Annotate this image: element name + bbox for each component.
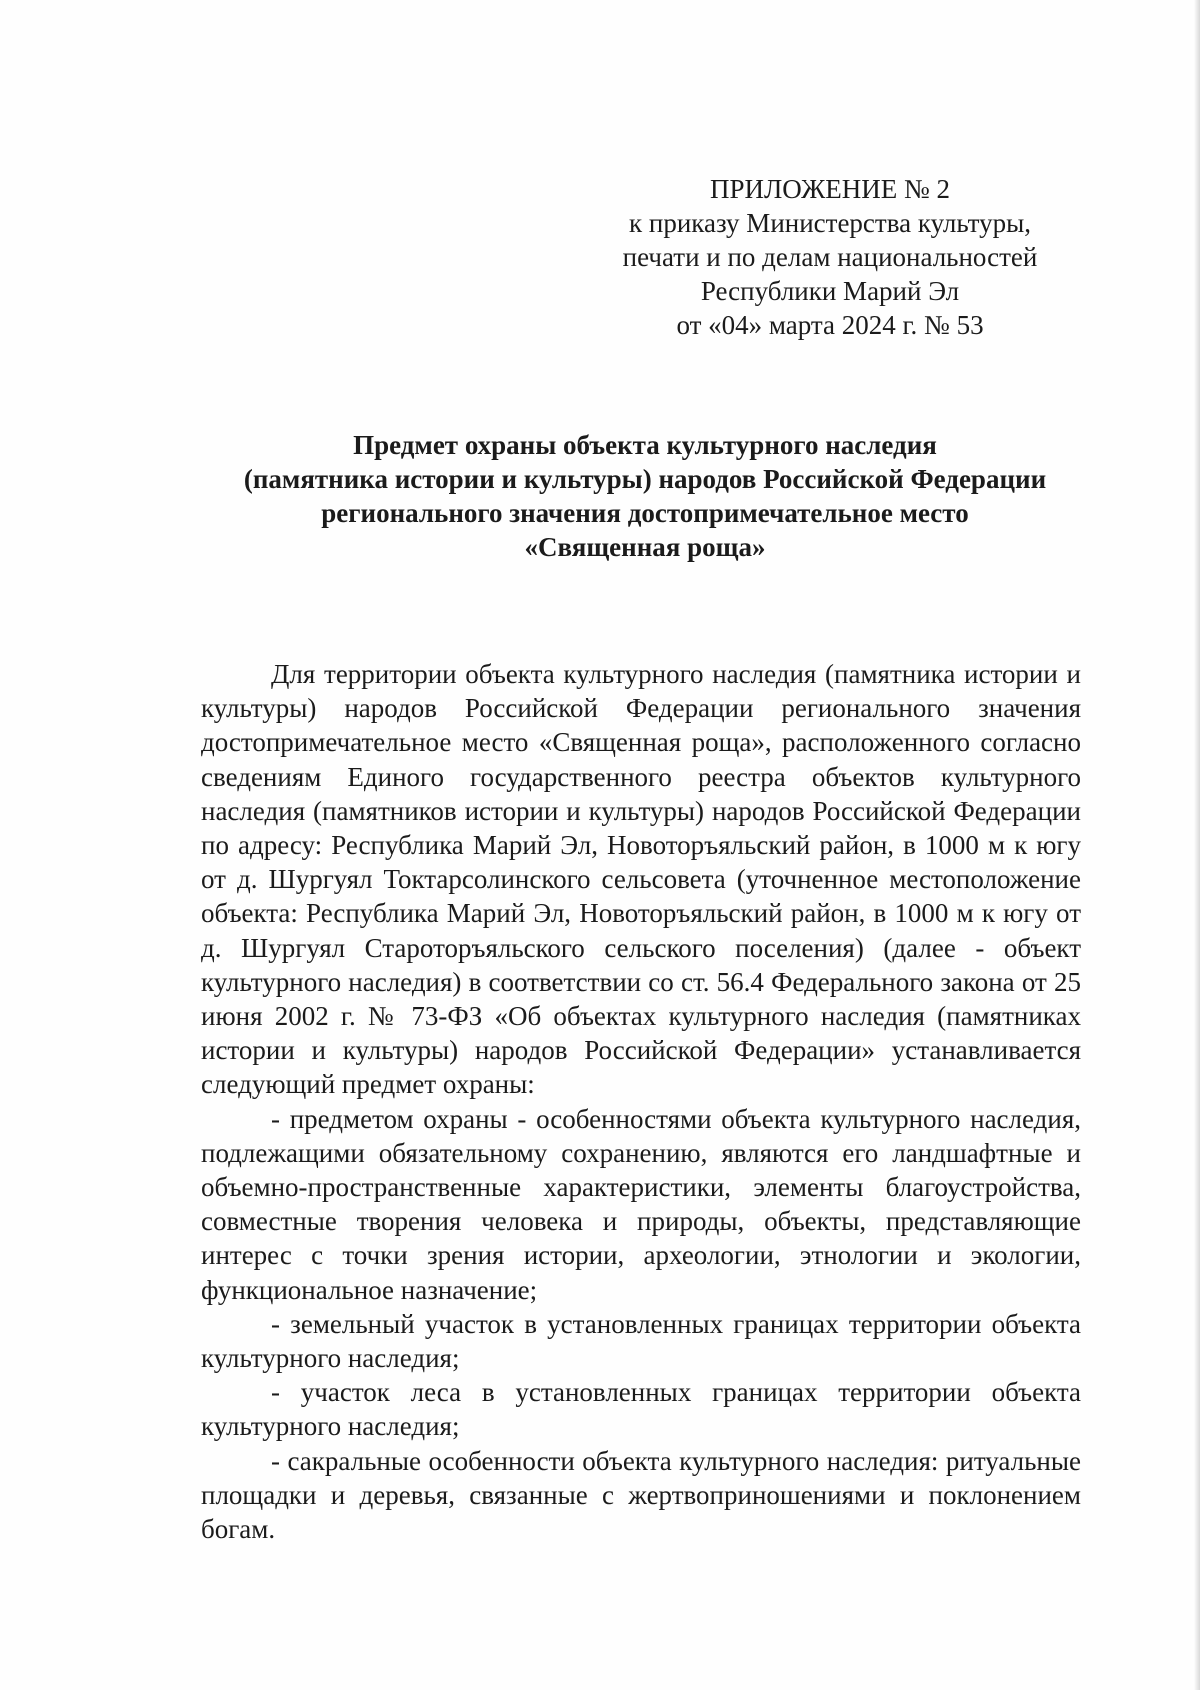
appendix-order-line: к приказу Министерства культуры, xyxy=(629,208,1031,238)
title-line-4: «Священная роща» xyxy=(524,532,766,562)
list-item: - сакральные особенности объекта культурного наследия: ритуальные площадки и деревья, связанные с жертвоприношениями и поклонением богам. xyxy=(201,1445,1081,1545)
appendix-republic-line: Республики Марий Эл xyxy=(700,276,960,306)
list-item: - земельный участок в установленных границах территории объекта культурного наследия; xyxy=(201,1308,1081,1374)
document-body xyxy=(201,657,1081,1546)
intro-paragraph: Для территории объекта культурного наследия (памятника истории и культуры) народов Российской Федерации регионального значения достопримечательное место «Священная роща», расположенного согласно сведениям Единого государственного реестра объектов культурного наследия (памятников истории и культуры) народов Российской Федерации по адресу: Республика Марий Эл, Новоторъяльский район, в 1000 м к югу от д. Шургуял Токтарсолинского сельсовета (уточненное местоположение объекта: Республика Марий Эл, Новоторъяльский район, в 1000 м к югу от д. Шургуял Староторъяльского сельского поселения) (далее - объект культурного наследия) в соответствии со ст. 56.4 Федерального закона от 25 июня 2002 г. № 73-ФЗ «Об объектах культурного наследия (памятниках истории и культуры) народов Российской Федерации» устанавливается следующий предмет охраны: xyxy=(201,659,1081,1100)
document-title xyxy=(150,428,1140,564)
list-item: - участок леса в установленных границах территории объекта культурного наследия; xyxy=(201,1377,1081,1442)
title-line-1: Предмет охраны объекта культурного наследия xyxy=(353,430,937,460)
appendix-date-line: от «04» марта 2024 г. № 53 xyxy=(676,310,984,340)
appendix-number: ПРИЛОЖЕНИЕ № 2 xyxy=(709,174,951,204)
page-edge-shadow xyxy=(1194,0,1200,1690)
list-item: - предметом охраны - особенностями объекта культурного наследия, подлежащими обязательному сохранению, являются его ландшафтные и объемно-пространственные характеристики, элементы благоустройства, совместные творения человека и природы, объекты, представляющие интерес с точки зрения истории, археологии, этнологии и экологии, функциональное назначение; xyxy=(201,1103,1081,1305)
title-line-2: (памятника истории и культуры) народов Российской Федерации xyxy=(243,464,1047,494)
title-line-3: регионального значения достопримечательное место xyxy=(321,498,969,528)
appendix-ministry-line: печати и по делам национальностей xyxy=(622,242,1038,272)
appendix-header xyxy=(570,172,1090,342)
